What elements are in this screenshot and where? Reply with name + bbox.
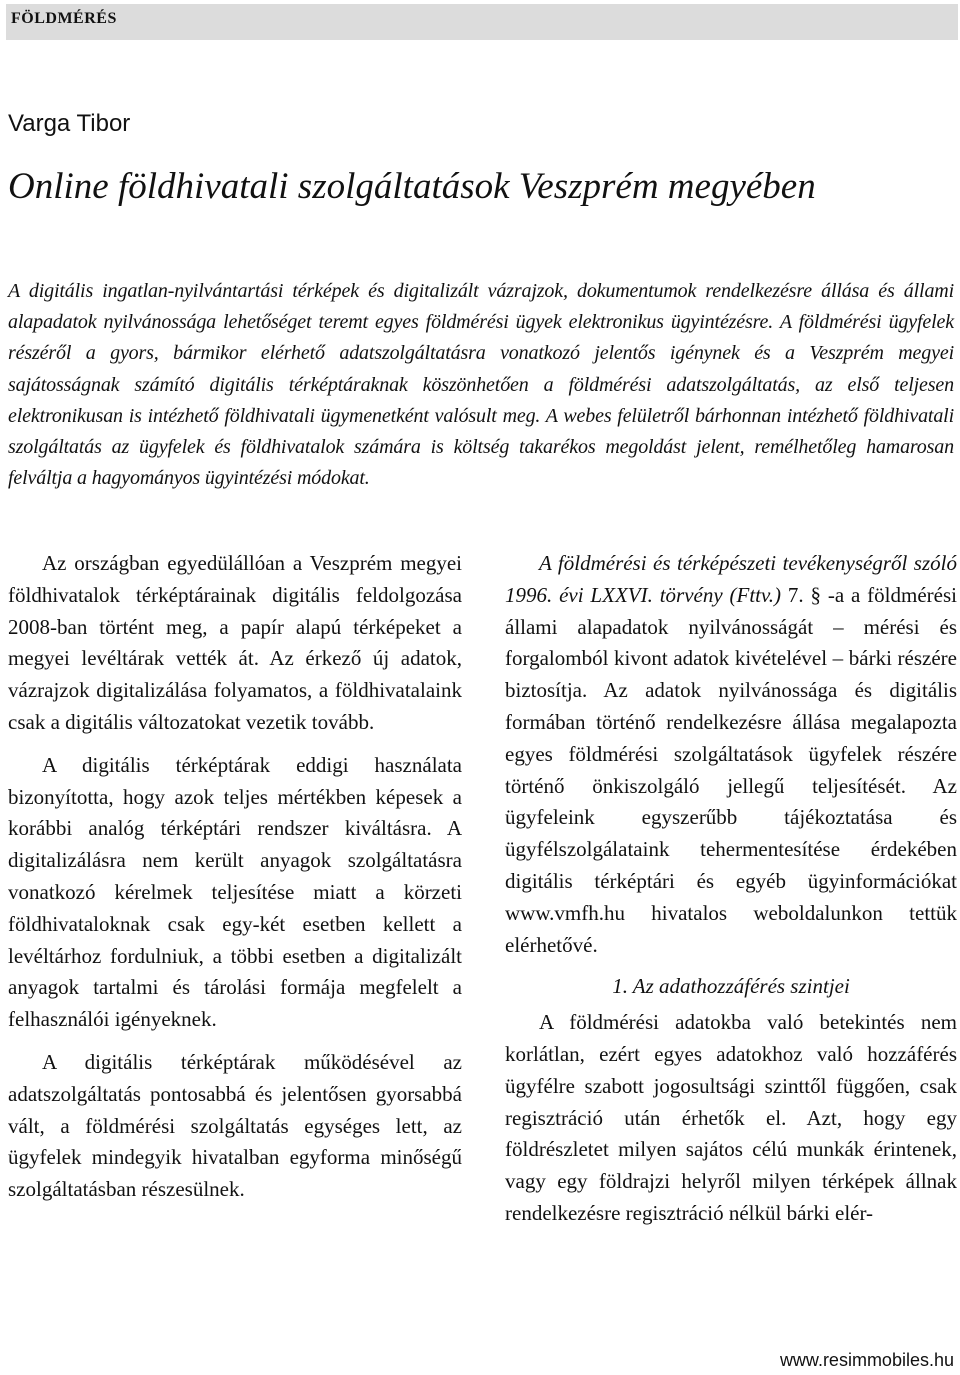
- section-header-bar: [6, 4, 958, 40]
- left-column: [8, 548, 462, 1217]
- law-reference: A földmérési és térképészeti tevékenységről szóló 1996. évi LXXVI. törvény (Fttv.): [505, 551, 957, 607]
- paragraph-text: 7. § -a a földmérési állami alapadatok nyilvánosságát – mérési és forgalomból kivont adatok kivételével – bárki részére biztosítja. Az adatok nyilvánossága és digitális formában történő rendelkezésre állása megalapozta egyes földmérési szolgáltatások ügyfelek részére történő önkiszolgáló jellegű teljesítését. Az ügyfeleink egyszerűbb tájékoztatása és ügyfélszolgálataink tehermentesítése érdekében digitális térképtári és egyéb ügyinformációkat www.vmfh.hu hivatalos weboldalunkon tettük elérhetővé.: [505, 582, 957, 957]
- article-abstract: A digitális ingatlan-nyilvántartási térképek és digitalizált vázrajzok, dokumentumok rendelkezésre állása és állami alapadatok nyilvánossága lehetőséget teremt egyes földmérési ügyek elektronikus ügyintézésre. A földmérési ügyfelek részéről a gyors, bármikor elérhető adatszolgáltatásra vonatkozó jelentős igénynek és a Veszprém megyei sajátosságnak számító digitális térképtáraknak köszönhetően a földmérési adatszolgáltatás, az első teljesen elektronikusan is intézhető földhivatali ügymenetként valósult meg. A webes felületről bárhonnan intézhető földhivatali szolgáltatás az ügyfelek és földhivatalok számára is költség takarékos megoldást jelent, remélhetőleg hamarosan felváltja a hagyományos ügyintézési módokat.: [8, 280, 954, 490]
- section-heading: 1. Az adathozzáférés szintjei: [612, 974, 850, 999]
- section-label: FÖLDMÉRÉS: [11, 10, 117, 27]
- body-paragraph: A digitális térképtárak eddigi használata bizonyította, hogy azok teljes mértékben képesek a korábbi analóg térképtári rendszer kiváltásra. A digitalizálásra nem került anyagok szolgáltatásra vonatkozó kérelmek teljesítése miatt a körzeti földhivataloknak csak egy-két esetben kellett a levéltárhoz fordulniuk, a többi esetben a digitalizált anyagok tartalmi és tárolási formája megfelelt a felhasználói igényeknek.: [8, 752, 462, 1032]
- body-paragraph: Az országban egyedülállóan a Veszprém megyei földhivatalok térképtárainak digitális feldolgozása 2008-ban történt meg, a papír alapú térképeket a megyei levéltárak vették át. Az érkező új adatok, vázrajzok digitalizálása folyamatos, a földhivatalaink csak a digitális változatokat vezetik tovább.: [8, 551, 462, 734]
- body-paragraph: [505, 548, 957, 961]
- footer-url: www.resimmobiles.hu: [779, 1350, 954, 1370]
- body-paragraph: A földmérési adatokba való betekintés nem korlátlan, ezért egyes adatokhoz való hozzáférés ügyfélre szabott jogosultsági szinttől függően, csak regisztráció után érhetők el. Azt, hogy egy földrészletet milyen sajátos célú munkák érintenek, vagy egy földrajzi helyről milyen térképek állnak rendelkezésre regisztráció nélkül bárki elér-: [505, 1010, 957, 1225]
- article-title: Online földhivatali szolgáltatások Veszprém megyében: [8, 166, 816, 207]
- body-paragraph: A digitális térképtárak működésével az adatszolgáltatás pontosabbá és jelentősen gyorsabbá vált, a földmérési szolgáltatás egységes lett, az ügyfelek mindegyik hivatalban egyforma minőségű szolgáltatásban részesülnek.: [8, 1049, 462, 1202]
- right-column: [505, 548, 957, 1230]
- article-author: Varga Tibor: [8, 110, 131, 137]
